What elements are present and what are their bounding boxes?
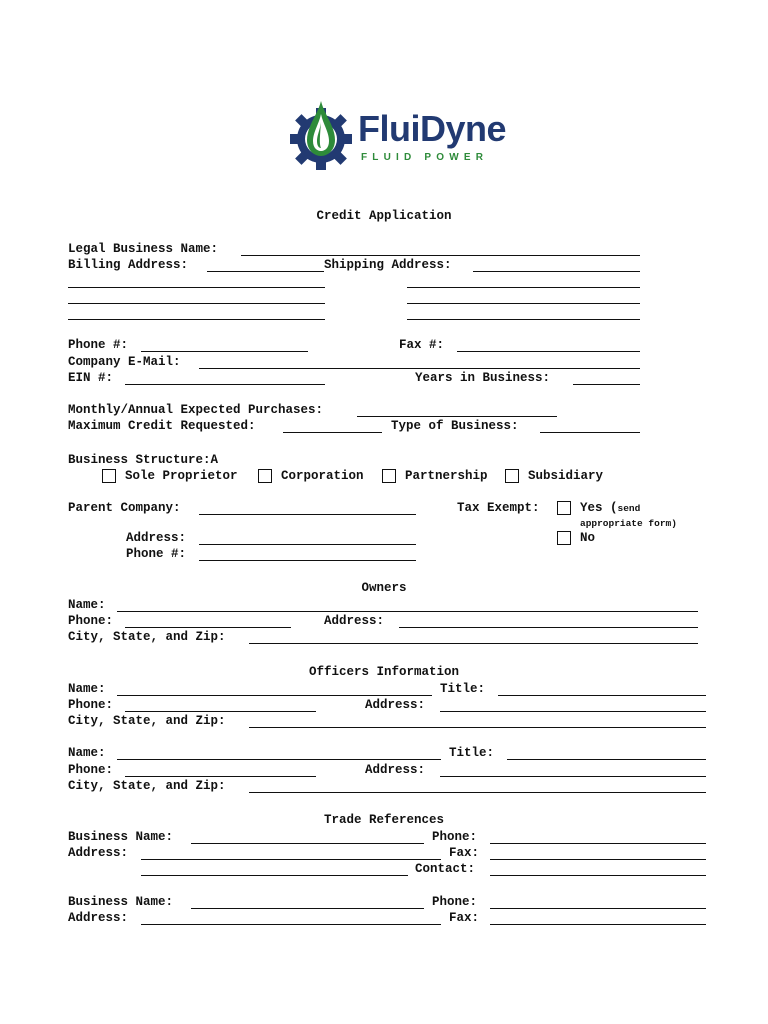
trade-2-phone-field[interactable] <box>490 908 706 909</box>
officer-2-name-label: Name: <box>68 746 106 760</box>
officer-1-city-field[interactable] <box>249 727 706 728</box>
fax-field[interactable] <box>457 351 640 352</box>
trade-1-address-line-2[interactable] <box>141 875 408 876</box>
owner-phone-label: Phone: <box>68 614 114 628</box>
officer-2-title-field[interactable] <box>507 759 706 760</box>
officer-1-address-field[interactable] <box>440 711 706 712</box>
tax-exempt-yes-note: send <box>617 503 641 514</box>
trade-1-address-field[interactable] <box>141 859 441 860</box>
monthly-purchases-label: Monthly/Annual Expected Purchases: <box>68 403 324 417</box>
trade-2-phone-label: Phone: <box>432 895 478 909</box>
billing-address-line-2[interactable] <box>68 287 325 288</box>
owner-address-field[interactable] <box>399 627 698 628</box>
billing-address-field[interactable] <box>207 271 324 272</box>
officers-heading: Officers Information <box>308 665 460 679</box>
phone-field[interactable] <box>141 351 308 352</box>
corporation-checkbox[interactable] <box>258 469 272 483</box>
ein-field[interactable] <box>125 384 325 385</box>
trade-2-business-name-label: Business Name: <box>68 895 174 909</box>
fluidyne-logo <box>290 98 507 174</box>
officer-1-city-label: City, State, and Zip: <box>68 714 226 728</box>
parent-company-label: Parent Company: <box>68 501 181 515</box>
owner-city-field[interactable] <box>249 643 698 644</box>
years-in-business-label: Years in Business: <box>415 371 551 385</box>
ein-label: EIN #: <box>68 371 114 385</box>
owner-city-label: City, State, and Zip: <box>68 630 226 644</box>
tax-exempt-label: Tax Exempt: <box>457 501 540 515</box>
tax-exempt-no-label: No <box>580 531 596 545</box>
page-title: Credit Application <box>316 209 452 223</box>
officer-2-phone-field[interactable] <box>125 776 316 777</box>
billing-address-line-3[interactable] <box>68 303 325 304</box>
parent-address-field[interactable] <box>199 544 416 545</box>
trade-1-address-label: Address: <box>68 846 129 860</box>
trade-1-business-name-field[interactable] <box>191 843 424 844</box>
officer-2-phone-label: Phone: <box>68 763 114 777</box>
trade-1-phone-field[interactable] <box>490 843 706 844</box>
trade-2-fax-field[interactable] <box>490 924 706 925</box>
billing-address-label: Billing Address: <box>68 258 189 272</box>
shipping-address-line-4[interactable] <box>407 319 640 320</box>
max-credit-field[interactable] <box>283 432 382 433</box>
trade-1-fax-label: Fax: <box>449 846 480 860</box>
parent-company-field[interactable] <box>199 514 416 515</box>
trade-1-phone-label: Phone: <box>432 830 478 844</box>
tax-exempt-no-checkbox[interactable] <box>557 531 571 545</box>
officer-1-phone-label: Phone: <box>68 698 114 712</box>
legal-business-name-label: Legal Business Name: <box>68 242 219 256</box>
officer-1-address-label: Address: <box>365 698 426 712</box>
trade-2-address-field[interactable] <box>141 924 441 925</box>
company-email-label: Company E-Mail: <box>68 355 181 369</box>
shipping-address-label: Shipping Address: <box>324 258 452 272</box>
trade-1-contact-field[interactable] <box>490 875 706 876</box>
officer-2-address-field[interactable] <box>440 776 706 777</box>
owner-name-label: Name: <box>68 598 106 612</box>
shipping-address-line-3[interactable] <box>407 303 640 304</box>
officer-2-city-label: City, State, and Zip: <box>68 779 226 793</box>
parent-phone-label: Phone #: <box>126 547 187 561</box>
officer-1-phone-field[interactable] <box>125 711 316 712</box>
max-credit-label: Maximum Credit Requested: <box>68 419 256 433</box>
trade-2-fax-label: Fax: <box>449 911 480 925</box>
trade-2-business-name-field[interactable] <box>191 908 424 909</box>
subsidiary-checkbox[interactable] <box>505 469 519 483</box>
officer-1-name-label: Name: <box>68 682 106 696</box>
parent-address-label: Address: <box>126 531 187 545</box>
trade-2-address-label: Address: <box>68 911 129 925</box>
owners-heading: Owners <box>361 581 407 595</box>
gear-drop-icon <box>290 98 352 174</box>
monthly-purchases-field[interactable] <box>357 416 557 417</box>
shipping-address-line-2[interactable] <box>407 287 640 288</box>
trade-1-contact-label: Contact: <box>415 862 476 876</box>
legal-business-name-field[interactable] <box>241 255 640 256</box>
trade-1-business-name-label: Business Name: <box>68 830 174 844</box>
officer-2-name-field[interactable] <box>117 759 441 760</box>
officer-1-name-field[interactable] <box>117 695 432 696</box>
trade-references-heading: Trade References <box>323 813 445 827</box>
parent-phone-field[interactable] <box>199 560 416 561</box>
officer-2-city-field[interactable] <box>249 792 706 793</box>
subsidiary-label: Subsidiary <box>528 469 604 483</box>
tax-exempt-yes-label: Yes (send <box>580 501 641 515</box>
trade-1-fax-field[interactable] <box>490 859 706 860</box>
officer-2-address-label: Address: <box>365 763 426 777</box>
officer-1-title-field[interactable] <box>498 695 706 696</box>
owner-phone-field[interactable] <box>125 627 291 628</box>
partnership-label: Partnership <box>405 469 488 483</box>
sole-proprietor-label: Sole Proprietor <box>125 469 238 483</box>
corporation-label: Corporation <box>281 469 364 483</box>
years-in-business-field[interactable] <box>573 384 640 385</box>
sole-proprietor-checkbox[interactable] <box>102 469 116 483</box>
fax-label: Fax #: <box>399 338 445 352</box>
partnership-checkbox[interactable] <box>382 469 396 483</box>
owner-address-label: Address: <box>324 614 385 628</box>
brand-tagline: FLUID POWER <box>361 152 489 163</box>
owner-name-field[interactable] <box>117 611 698 612</box>
phone-label: Phone #: <box>68 338 129 352</box>
billing-address-line-4[interactable] <box>68 319 325 320</box>
shipping-address-field[interactable] <box>473 271 640 272</box>
tax-exempt-yes-checkbox[interactable] <box>557 501 571 515</box>
type-of-business-label: Type of Business: <box>391 419 519 433</box>
company-email-field[interactable] <box>199 368 640 369</box>
officer-1-title-label: Title: <box>440 682 486 696</box>
business-structure-label: Business Structure:A <box>68 453 219 467</box>
tax-exempt-yes-note-2: appropriate form) <box>580 518 677 529</box>
type-of-business-field[interactable] <box>540 432 640 433</box>
brand-name: FluiDyne <box>358 108 507 149</box>
officer-2-title-label: Title: <box>449 746 495 760</box>
